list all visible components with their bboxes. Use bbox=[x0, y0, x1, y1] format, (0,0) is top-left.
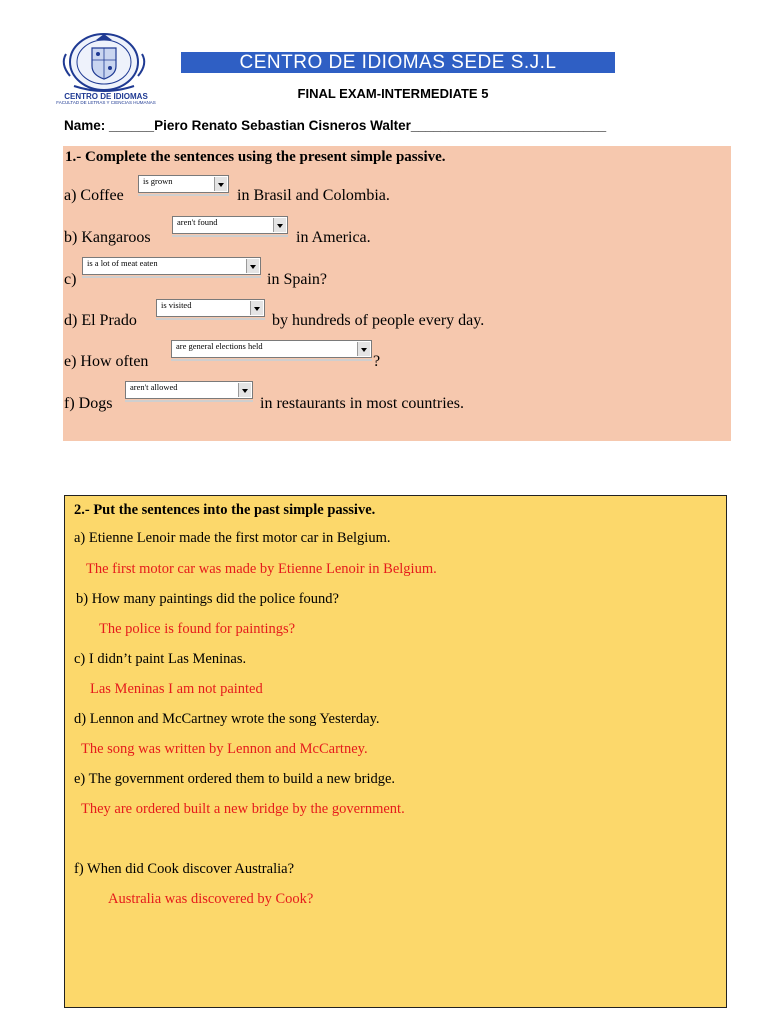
logo-caption: CENTRO DE IDIOMAS bbox=[64, 92, 148, 101]
exam-title: FINAL EXAM-INTERMEDIATE 5 bbox=[297, 86, 489, 101]
question-a-prefix: a) Coffee bbox=[64, 187, 124, 204]
question-c-suffix: in Spain? bbox=[267, 271, 327, 288]
dropdown-value: aren't found bbox=[177, 217, 218, 227]
dropdown-value: is grown bbox=[143, 176, 173, 186]
question-b-dropdown[interactable] bbox=[172, 216, 288, 234]
exercise-f-prompt: f) When did Cook discover Australia? bbox=[74, 861, 294, 877]
section-2-title: 2.- Put the sentences into the past simple passive. bbox=[74, 502, 376, 518]
question-b-prefix: b) Kangaroos bbox=[64, 229, 151, 246]
exercise-a-answer: The first motor car was made by Etienne Lenoir in Belgium. bbox=[86, 561, 437, 577]
exercise-d-answer: The song was written by Lennon and McCartney. bbox=[81, 741, 368, 757]
student-name-line: Name: ______Piero Renato Sebastian Cisneros Walter__________________________ bbox=[64, 118, 607, 133]
chevron-down-icon[interactable] bbox=[357, 342, 370, 356]
question-c-prefix: c) bbox=[64, 271, 77, 288]
question-b-suffix: in America. bbox=[296, 229, 371, 246]
question-f-suffix: in restaurants in most countries. bbox=[260, 395, 464, 412]
question-d-dropdown[interactable] bbox=[156, 299, 265, 317]
dropdown-shadow bbox=[172, 235, 288, 237]
question-f-prefix: f) Dogs bbox=[64, 395, 113, 412]
question-d-suffix: by hundreds of people every day. bbox=[272, 312, 485, 329]
question-a-suffix: in Brasil and Colombia. bbox=[237, 187, 390, 204]
question-f-dropdown[interactable] bbox=[125, 381, 253, 399]
dropdown-shadow bbox=[171, 359, 372, 361]
exercise-c-answer: Las Meninas I am not painted bbox=[90, 681, 263, 697]
exercise-b-prompt: b) How many paintings did the police found? bbox=[76, 591, 339, 607]
chevron-down-icon[interactable] bbox=[214, 177, 227, 191]
dropdown-shadow bbox=[82, 276, 261, 278]
question-c-dropdown[interactable] bbox=[82, 257, 261, 275]
question-a-dropdown[interactable] bbox=[138, 175, 229, 193]
exercise-e-answer: They are ordered built a new bridge by the government. bbox=[81, 801, 405, 817]
chevron-down-icon[interactable] bbox=[273, 218, 286, 232]
dropdown-shadow bbox=[138, 194, 229, 196]
dropdown-value: is a lot of meat eaten bbox=[87, 258, 158, 268]
question-e-dropdown[interactable] bbox=[171, 340, 372, 358]
dropdown-value: is visited bbox=[161, 300, 192, 310]
dropdown-shadow bbox=[156, 318, 265, 320]
dropdown-shadow bbox=[125, 400, 253, 402]
exercise-c-prompt: c) I didn’t paint Las Meninas. bbox=[74, 651, 247, 667]
institution-banner: CENTRO DE IDIOMAS SEDE S.J.L bbox=[181, 52, 615, 73]
question-d-prefix: d) El Prado bbox=[64, 312, 137, 329]
question-e-suffix: ? bbox=[373, 353, 381, 370]
exercise-a-prompt: a) Etienne Lenoir made the first motor car in Belgium. bbox=[74, 530, 391, 546]
question-e-prefix: e) How often bbox=[64, 353, 149, 370]
chevron-down-icon[interactable] bbox=[238, 383, 251, 397]
section-1-title: 1.- Complete the sentences using the present simple passive. bbox=[65, 149, 446, 165]
logo-subcaption: FACULTAD DE LETRAS Y CIENCIAS HUMANAS bbox=[56, 100, 156, 105]
exercise-e-prompt: e) The government ordered them to build a new bridge. bbox=[74, 771, 396, 787]
exercise-b-answer: The police is found for paintings? bbox=[99, 621, 296, 637]
exercise-d-prompt: d) Lennon and McCartney wrote the song Yesterday. bbox=[74, 711, 380, 727]
exercise-f-answer: Australia was discovered by Cook? bbox=[108, 891, 314, 907]
chevron-down-icon[interactable] bbox=[250, 301, 263, 315]
dropdown-value: are general elections held bbox=[176, 341, 263, 351]
chevron-down-icon[interactable] bbox=[246, 259, 259, 273]
dropdown-value: aren't allowed bbox=[130, 382, 178, 392]
